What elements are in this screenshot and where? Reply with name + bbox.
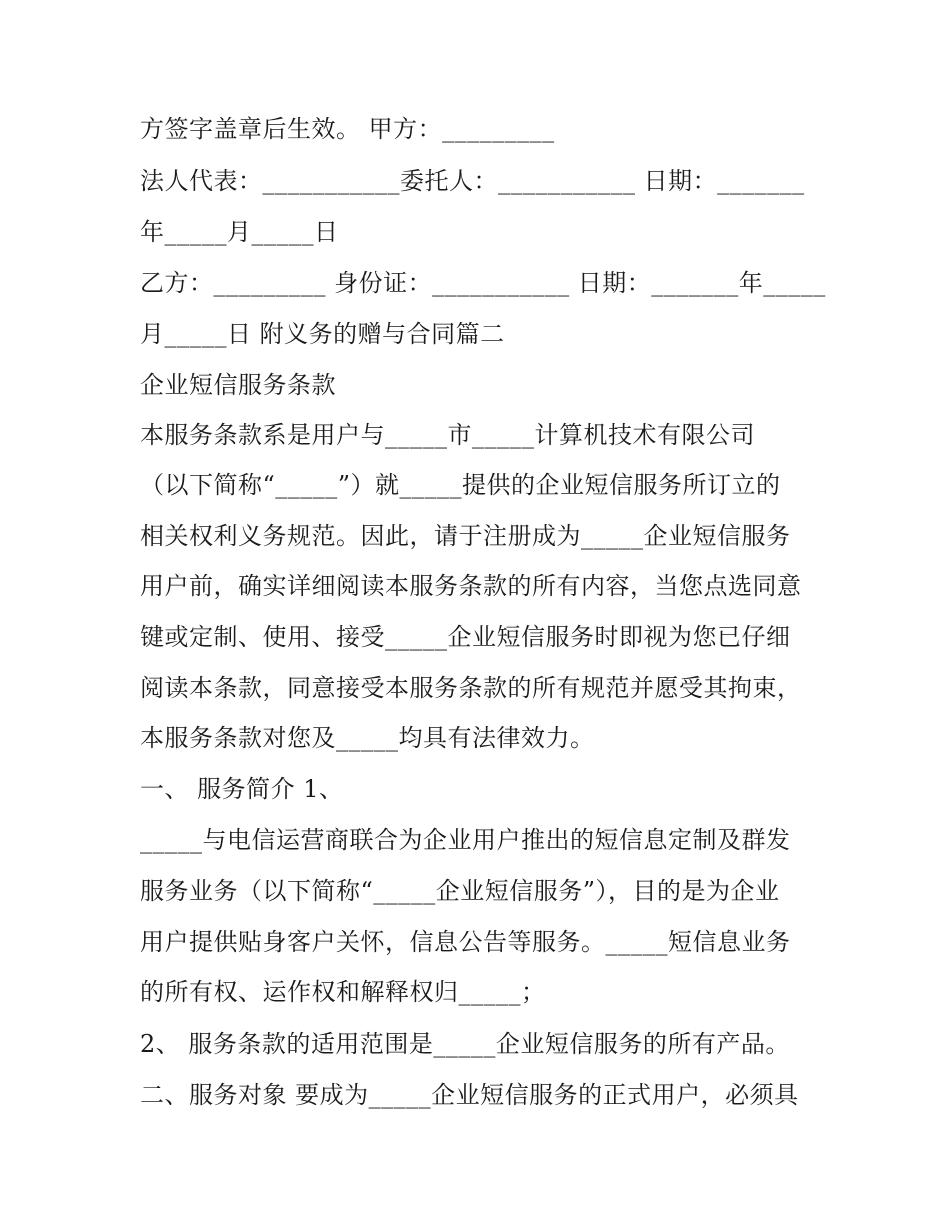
text-line: _____与电信运营商联合为企业用户推出的短信息定制及群发 [140,826,791,854]
text-line: 月_____日 附义务的赠与合同篇二 [140,320,505,348]
text-line: 服务业务（以下简称“_____企业短信服务”），目的是为企业 [140,877,780,905]
text-line: 相关权利义务规范。因此，请于注册成为_____企业短信服务 [140,522,791,550]
text-line: 用户提供贴身客户关怀，信息公告等服务。_____短信息业务 [140,928,791,956]
section-heading: 企业短信服务条款 [140,371,336,399]
text-line: 本服务条款系是用户与_____市_____计算机技术有限公司 [140,421,755,449]
text-line: 用户前，确实详细阅读本服务条款的所有内容，当您点选同意 [140,572,802,600]
text-line: 的所有权、运作权和解释权归_____； [140,978,546,1006]
text-line: 年_____月_____日 [140,218,339,246]
section-heading: 一、 服务简介 1、 [140,775,344,803]
text-line: 阅读本条款，同意接受本服务条款的所有规范并愿受其拘束， [140,674,802,702]
text-line: 本服务条款对您及_____均具有法律效力。 [140,724,595,752]
text-line: （以下简称“_____”）就_____提供的企业短信服务所订立的 [140,471,781,499]
section-heading: 二、服务对象 要成为_____企业短信服务的正式用户，必须具 [140,1081,799,1109]
text-line: 方签字盖章后生效。 甲方：_________ [140,115,555,143]
text-line: 法人代表：___________委托人：___________ 日期：_______ [140,167,805,195]
text-line: 键或定制、使用、接受_____企业短信服务时即视为您已仔细 [140,623,791,651]
text-line: 乙方：_________ 身份证：___________ 日期：_______年_____ [140,269,826,297]
text-line: 2、 服务条款的适用范围是_____企业短信服务的所有产品。 [140,1030,790,1058]
